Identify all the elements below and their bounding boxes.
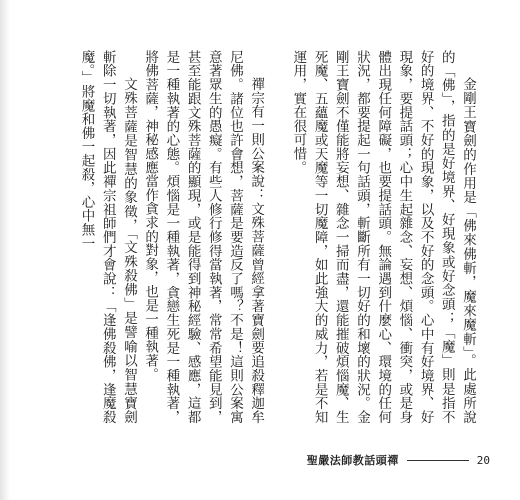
footer-divider-line bbox=[407, 460, 469, 461]
running-footer-title: 聖嚴法師教話頭禪 bbox=[306, 454, 399, 467]
page-footer bbox=[307, 452, 490, 468]
paragraph-3: 文殊菩薩是智慧的象徵，「文殊殺佛」是譬喻以智慧寶劍斬除一切執著，因此禪宗祖師們才會說：「逢佛殺佛，逢魔殺魔。」將魔和佛一起殺，心中無一 bbox=[78, 50, 137, 424]
paragraph-spacer bbox=[266, 50, 287, 424]
page-number: 20 bbox=[476, 453, 490, 467]
paragraph-1: 金剛王寶劍的作用是「佛來佛斬，魔來魔斬」。此處所說的「佛」，指的是好境界、好現象或好念頭；「魔」則是指不好的境界、不好的現象，以及不好的念頭。心中有好境界、好現象，要提話頭；心中生起雜念、妄想、煩惱、衝突，或是身體出現任何障礙，也要提話頭。無論遇到什麼心、環境的任何狀況，都要提起一句話頭，斬斷所有一切好的和壞的狀況。金剛王寶劍不僅能將妄想、雜念一掃而盡，還能摧破煩惱魔、生死魔、五蘊魔或天魔等一切魔障，如此強大的威力，若是不知運用，實在很可惜。 bbox=[290, 50, 476, 424]
page-gutter-shadow bbox=[0, 0, 10, 500]
vertical-text-body bbox=[75, 50, 478, 424]
paragraph-2: 禪宗有一則公案說：文殊菩薩曾經拿著寶劍要追殺釋迦牟尼佛。諸位也許會想，菩薩是要造反了嗎？不是！這則公案寓意著眾生的愚癡。有些人修行修得當執著，常常希望能見到，甚至能跟文殊菩薩的顯現，或是能得到神秘經驗、感應，這都是一種執著的心態。煩惱是一種執著，貪戀生死是一種執著，將佛菩薩，神秘感應當作貪求的對象，也是一種執著。 bbox=[142, 50, 265, 424]
